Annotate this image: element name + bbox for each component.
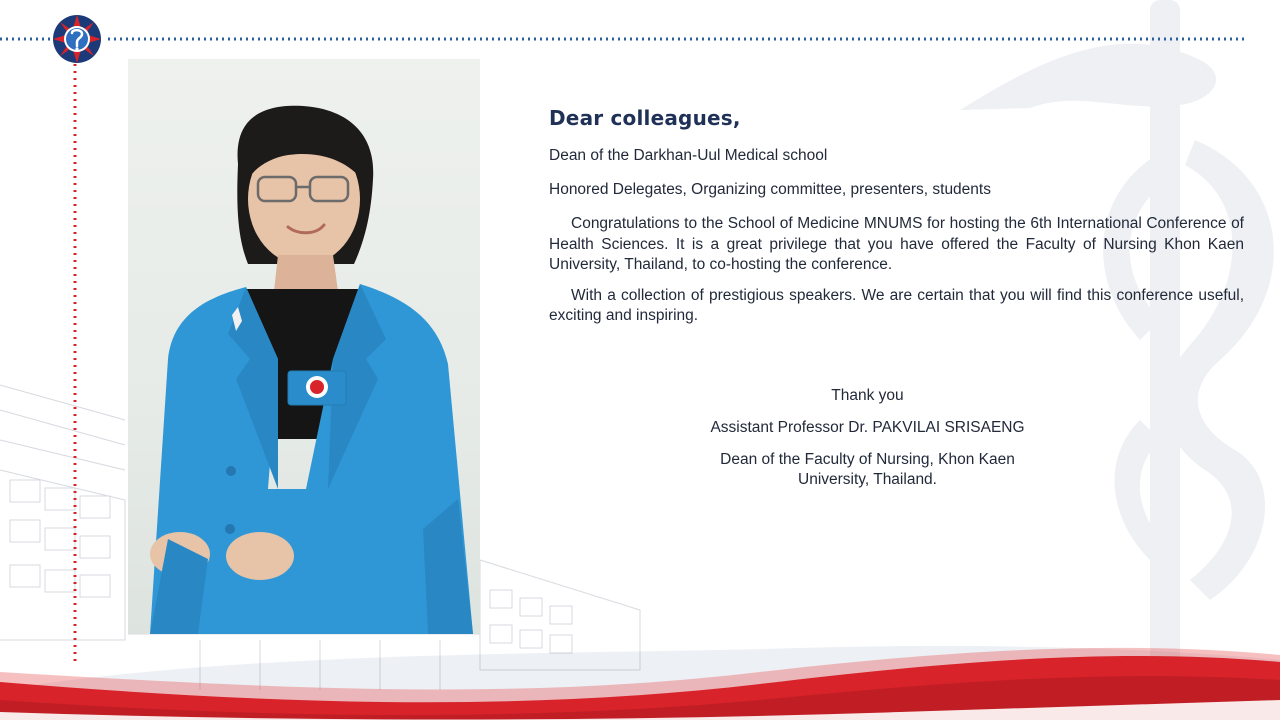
closing-text: Thank you bbox=[831, 387, 904, 404]
greeting-heading: Dear colleagues, bbox=[549, 106, 741, 130]
signatory-title: Dean of the Faculty of Nursing, Khon Kaen University, Thailand. bbox=[720, 451, 1015, 488]
letter-body bbox=[549, 106, 1244, 337]
signature-block bbox=[640, 386, 1095, 502]
paragraph-1: Congratulations to the School of Medicine MNUMS for hosting the 6th International Conference of Health Sciences. It is a great privilege that you have offered the Faculty of Nursing Khon Kaen University, Thailand, to co-hosting the conference. bbox=[549, 215, 1244, 273]
bottom-wave bbox=[0, 646, 1280, 720]
signatory-name: Assistant Professor Dr. PAKVILAI SRISAENG bbox=[710, 419, 1025, 436]
address-line-1: Dean of the Darkhan-Uul Medical school bbox=[549, 147, 828, 164]
speaker-portrait bbox=[128, 59, 480, 634]
address-line-2: Honored Delegates, Organizing committee, presenters, students bbox=[549, 181, 991, 198]
paragraph-2: With a collection of prestigious speakers. We are certain that you will find this conference useful, exciting and inspiring. bbox=[549, 286, 1244, 324]
university-emblem-icon bbox=[52, 14, 102, 64]
